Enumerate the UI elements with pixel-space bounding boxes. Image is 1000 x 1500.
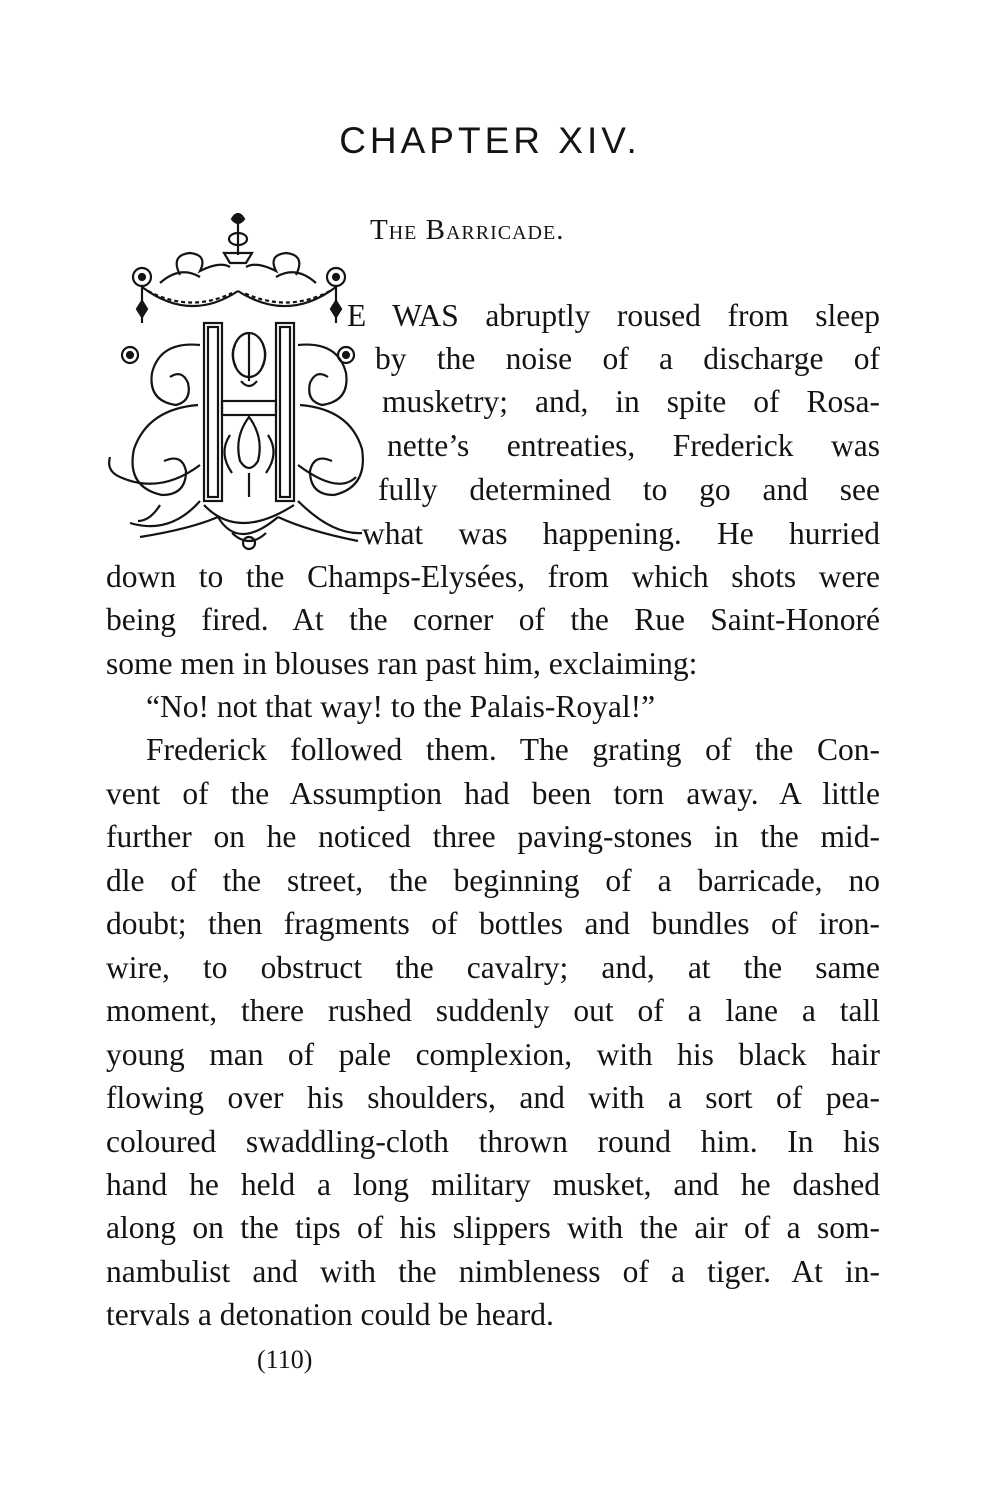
text-line: Frederick followed them. The grating of the Con- xyxy=(146,732,880,767)
text-line: some men in blouses ran past him, exclaiming: xyxy=(106,646,698,681)
text-line: flowing over his shoulders, and with a sort of pea- xyxy=(106,1080,880,1115)
ornamental-initial-h-icon xyxy=(100,205,365,557)
text-line: dle of the street, the beginning of a barricade, no xyxy=(106,863,880,898)
text-line: being fired. At the corner of the Rue Saint-Honoré xyxy=(106,602,880,637)
text-line: “No! not that way! to the Palais-Royal!” xyxy=(146,689,656,724)
text-line: young man of pale complexion, with his black hair xyxy=(106,1037,880,1072)
text-line: further on he noticed three paving-stones in the mid- xyxy=(106,819,880,854)
section-title: The Barricade. xyxy=(370,214,565,246)
text-line: E WAS abruptly roused from sleep xyxy=(347,298,880,333)
text-line: hand he held a long military musket, and he dashed xyxy=(106,1167,880,1202)
text-line: coloured swaddling-cloth thrown round him. In his xyxy=(106,1124,880,1159)
text-line: along on the tips of his slippers with the air of a som- xyxy=(106,1210,880,1245)
text-line: nette’s entreaties, Frederick was xyxy=(387,428,880,463)
text-line: tervals a detonation could be heard. xyxy=(106,1297,554,1332)
text-line: nambulist and with the nimbleness of a tiger. At in- xyxy=(106,1254,880,1289)
page-number: (110) xyxy=(257,1345,313,1374)
chapter-heading: CHAPTER XIV. xyxy=(339,120,641,161)
text-line: what was happening. He hurried xyxy=(362,516,880,551)
text-line: moment, there rushed suddenly out of a lane a tall xyxy=(106,993,880,1028)
text-line: wire, to obstruct the cavalry; and, at the same xyxy=(106,950,880,985)
text-line: down to the Champs-Elysées, from which shots were xyxy=(106,559,880,594)
text-line: musketry; and, in spite of Rosa- xyxy=(382,384,880,419)
text-line: doubt; then fragments of bottles and bundles of iron- xyxy=(106,906,880,941)
text-line: by the noise of a discharge of xyxy=(375,341,880,376)
text-line: vent of the Assumption had been torn away. A little xyxy=(106,776,880,811)
text-line: fully determined to go and see xyxy=(378,472,880,507)
